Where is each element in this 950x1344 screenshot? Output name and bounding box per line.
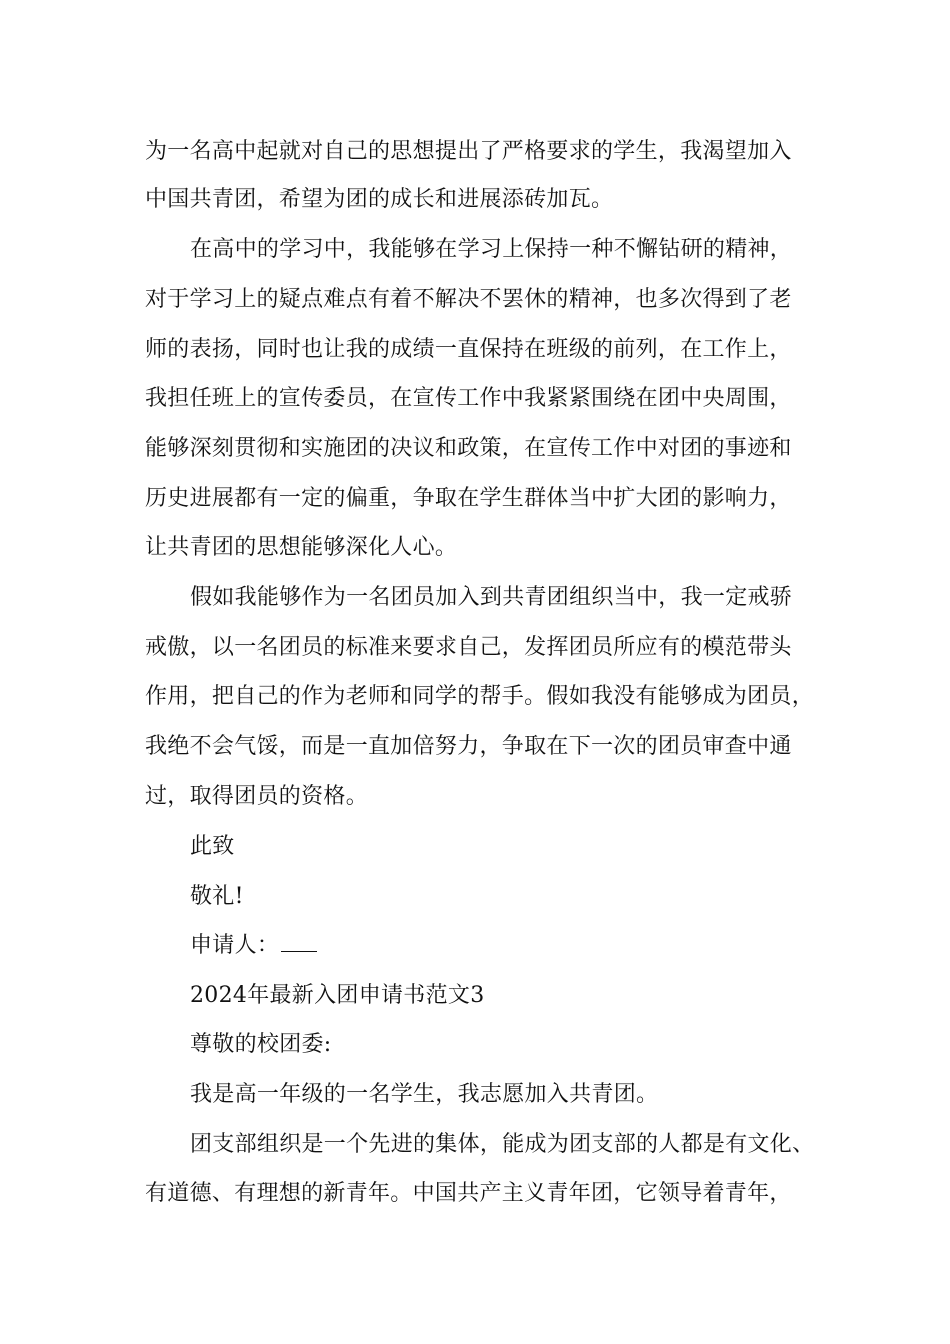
applicant-line <box>190 931 317 961</box>
paragraph-line: 戒傲，以一名团员的标准来要求自己，发挥团员所应有的模范带头 <box>145 635 792 660</box>
paragraph-line: 为一名高中起就对自己的思想提出了严格要求的学生，我渴望加入 <box>145 139 792 164</box>
paragraph-line: 有道德、有理想的新青年。中国共产主义青年团，它领导着青年， <box>145 1181 792 1206</box>
paragraph-line: 假如我能够作为一名团员加入到共青团组织当中，我一定戒骄 <box>190 585 793 610</box>
paragraph-line: 师的表扬，同时也让我的成绩一直保持在班级的前列，在工作上， <box>145 337 792 362</box>
applicant-label: 申请人： <box>190 933 280 958</box>
paragraph-line: 能够深刻贯彻和实施团的决议和政策，在宣传工作中对团的事迹和 <box>145 436 792 461</box>
section-title: 2024年最新入团申请书范文3 <box>190 983 485 1008</box>
paragraph-line: 历史进展都有一定的偏重，争取在学生群体当中扩大团的影响力， <box>145 486 792 511</box>
paragraph-line: 我绝不会气馁，而是一直加倍努力，争取在下一次的团员审查中通 <box>145 734 792 759</box>
paragraph-line: 让共青团的思想能够深化人心。 <box>145 535 458 560</box>
paragraph-line: 我是高一年级的一名学生，我志愿加入共青团。 <box>190 1082 659 1107</box>
paragraph-line: 我担任班上的宣传委员，在宣传工作中我紧紧围绕在团中央周围， <box>145 386 792 411</box>
paragraph-line: 对于学习上的疑点难点有着不解决不罢休的精神，也多次得到了老 <box>145 287 792 312</box>
paragraph-line: 中国共青团，希望为团的成长和进展添砖加瓦。 <box>145 187 614 212</box>
paragraph-line: 团支部组织是一个先进的集体，能成为团支部的人都是有文化、 <box>190 1132 815 1157</box>
greeting-line: 尊敬的校团委: <box>190 1032 332 1057</box>
paragraph-line: 过，取得团员的资格。 <box>145 784 369 809</box>
paragraph-line: 在高中的学习中，我能够在学习上保持一种不懈钻研的精神， <box>190 237 793 262</box>
signature-blank <box>281 931 317 952</box>
paragraph-line: 作用，把自己的作为老师和同学的帮手。假如我没有能够成为团员， <box>145 684 815 709</box>
closing-line: 此致 <box>190 834 235 859</box>
salutation-line: 敬礼! <box>190 884 244 909</box>
